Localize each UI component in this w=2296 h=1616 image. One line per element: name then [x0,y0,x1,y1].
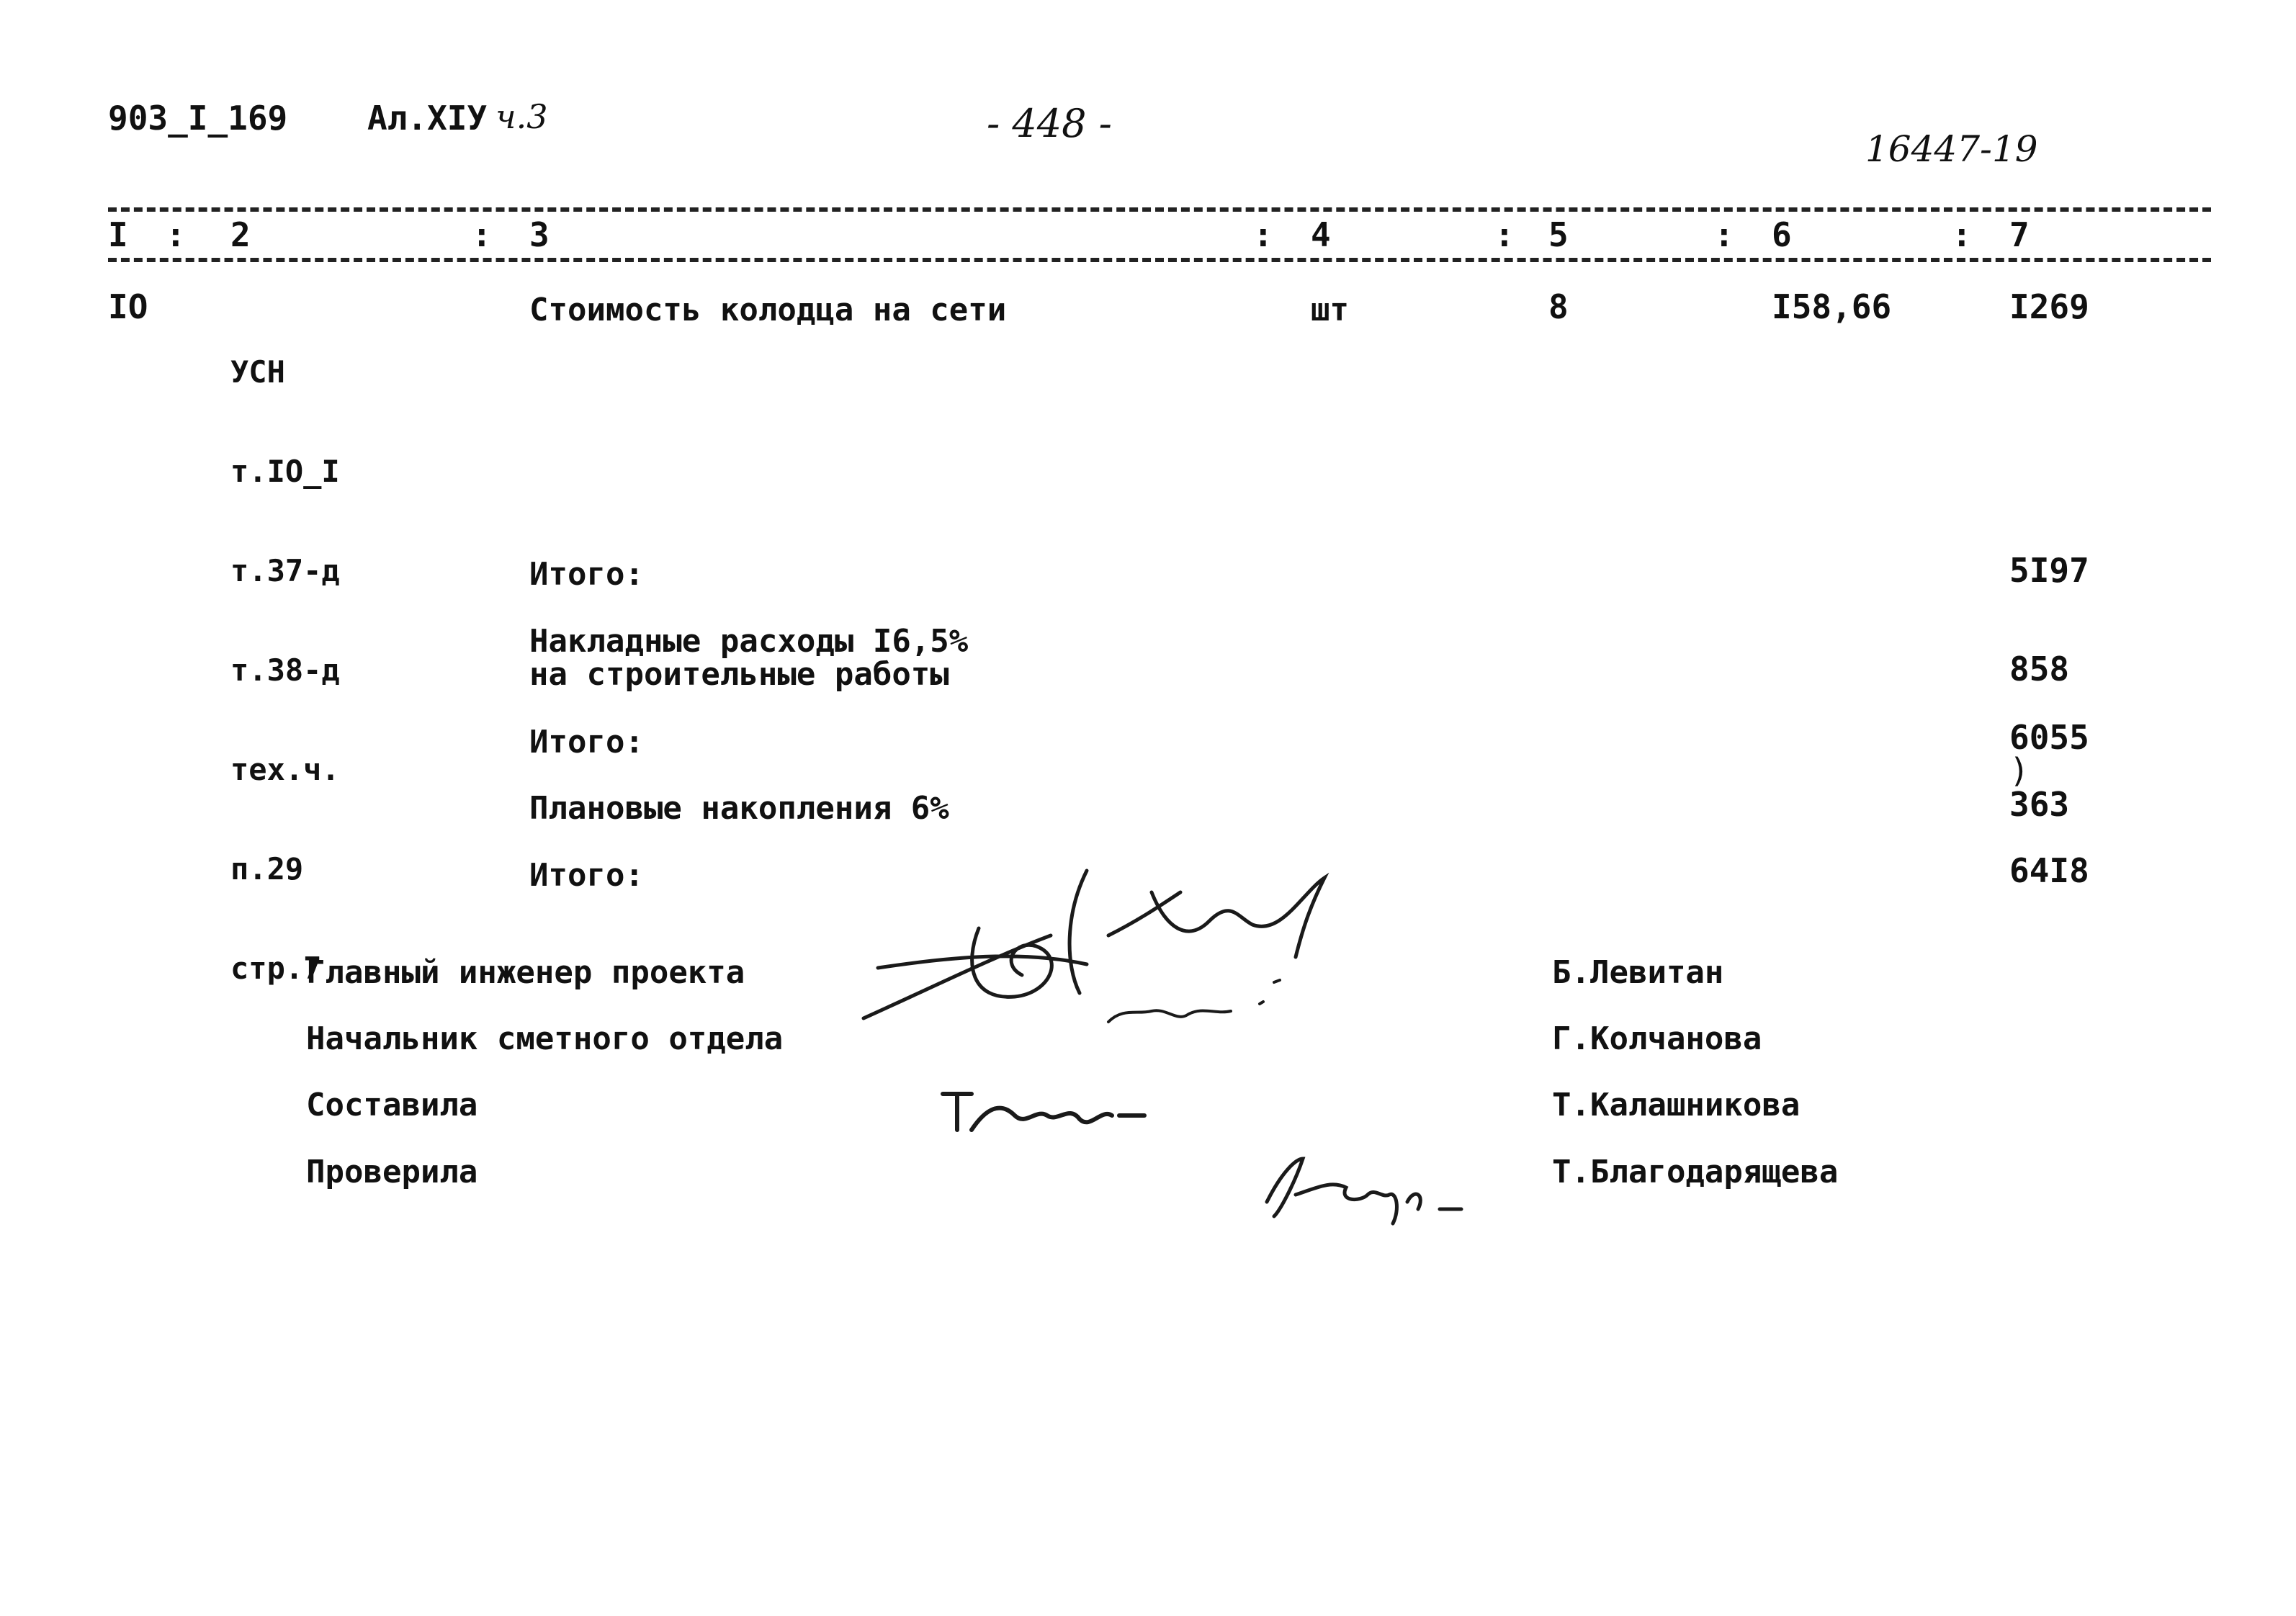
signature-name: Б.Левитан [1552,954,1724,991]
column-number-5: 5 [1548,215,1569,254]
compiler-signature [922,1066,1152,1147]
column-separator: : [1494,215,1515,254]
margin-mark: ) [2009,751,2030,790]
column-number-1: I [108,215,128,254]
row-reference-line: т.38-д [230,652,340,688]
summary-value: 64I8 [2009,851,2089,890]
summary-label: Итого: [529,724,644,760]
signature-role: Проверила [306,1154,478,1190]
column-number-3: 3 [529,215,550,254]
summary-value: 858 [2009,650,2070,688]
summary-label: Итого: [529,857,644,894]
column-separator: : [1253,215,1273,254]
archive-number: 16447-19 [1865,128,2038,170]
column-number-4: 4 [1311,215,1331,254]
column-separator: : [1714,215,1734,254]
row-reference-line: стр.7 [230,951,322,986]
summary-value: 6055 [2009,718,2089,757]
table-top-rule [108,207,2211,212]
column-separator: : [472,215,492,254]
column-separator: : [166,215,186,254]
row-total: I269 [2009,287,2089,326]
page-number: - 448 - [987,101,1112,146]
table-header-rule [108,258,2211,262]
row-reference-line: УСН [230,354,285,390]
column-number-7: 7 [2009,215,2030,254]
row-unit-price: I58,66 [1772,287,1892,326]
signature-role: Начальник сметного отдела [306,1020,784,1057]
row-number: IO [108,287,148,326]
row-reference-line: т.37-д [230,553,340,588]
summary-label: на строительные работы [529,656,949,693]
summary-value: 363 [2009,785,2070,824]
summary-label: Накладные расходы I6,5% [529,623,969,660]
row-reference-line: п.29 [230,851,304,886]
signature-name: Т.Благодарящева [1552,1154,1839,1190]
row-reference-line: т.IO_I [230,454,340,489]
column-number-6: 6 [1772,215,1792,254]
summary-value: 5I97 [2009,551,2089,590]
row-quantity: 8 [1548,287,1569,326]
document-code: 903_I_169 [108,99,288,138]
signature-role: Составила [306,1087,478,1123]
summary-label: Плановые накопления 6% [529,790,949,827]
row-reference-line: тех.ч. [230,752,340,787]
row-unit: шт [1311,292,1349,328]
signature-role: Главный инженер проекта [306,954,745,991]
row-name: Стоимость колодца на сети [529,292,1007,328]
checker-signature [1239,1131,1468,1234]
column-separator: : [1952,215,1972,254]
album-label: Ал.XIУ [367,99,488,138]
summary-label: Итого: [529,556,644,593]
signature-name: Т.Калашникова [1552,1087,1801,1123]
column-number-2: 2 [230,215,251,254]
signature-name: Г.Колчанова [1552,1020,1762,1057]
chief-engineer-signature [835,835,1368,1054]
album-part: ч.3 [495,97,548,136]
row-reference [230,289,340,1018]
